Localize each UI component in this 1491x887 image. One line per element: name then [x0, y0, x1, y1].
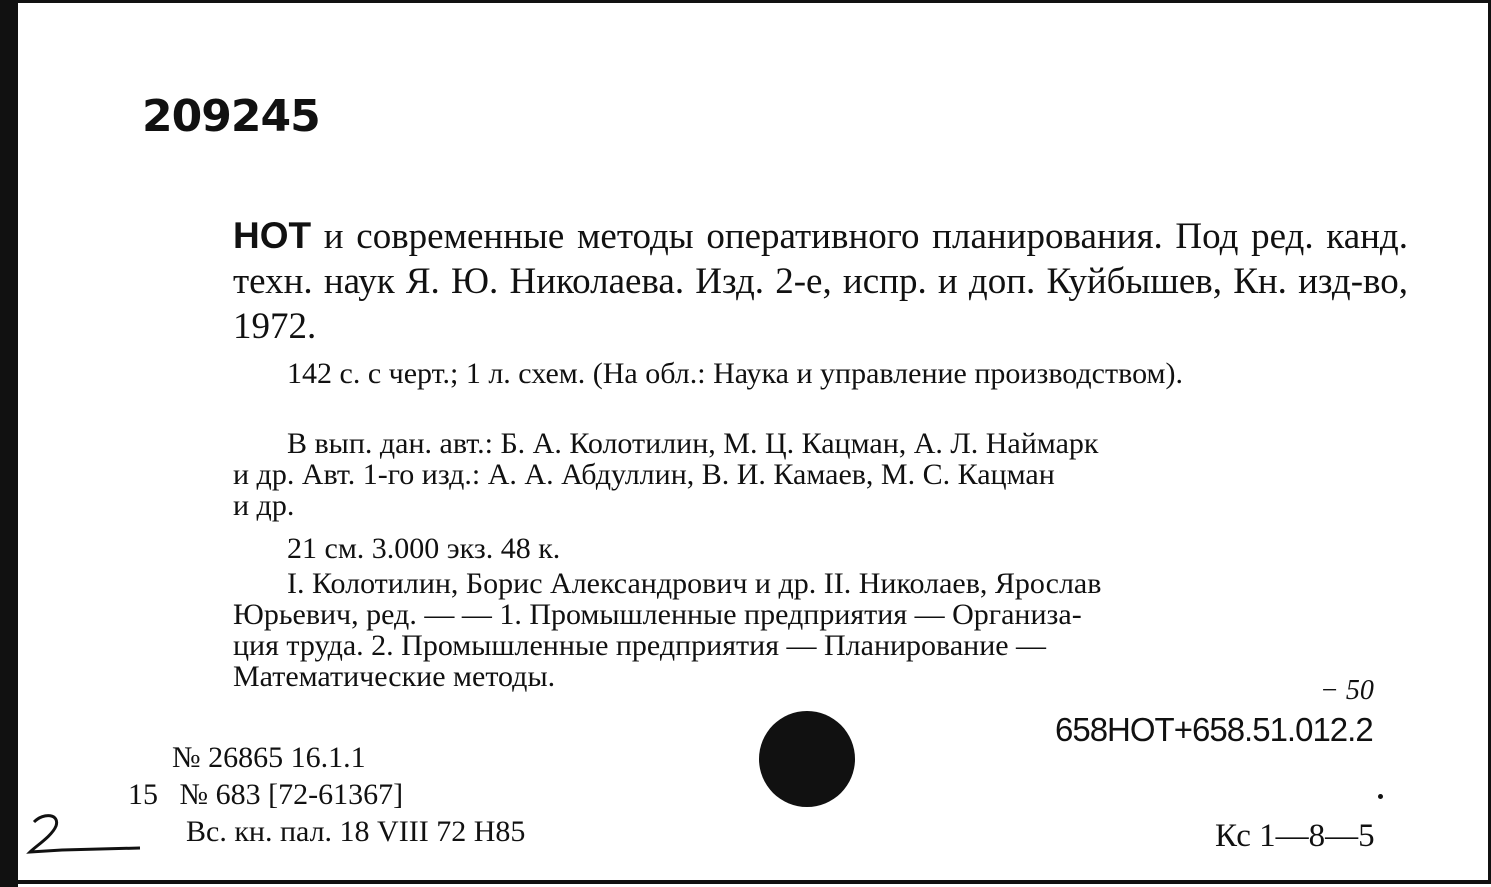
- classification-note: − 50: [1320, 675, 1374, 706]
- authors-line-2: и др. Авт. 1-го изд.: А. А. Абдуллин, В. И. Камаев, М. С. Кацман: [233, 458, 1055, 491]
- tracings-line-4: Математические методы.: [233, 660, 556, 693]
- classification-index: 658НОТ+658.51.012.2: [1055, 711, 1373, 748]
- authors-line-3: и др.: [233, 489, 295, 522]
- title-rest: и современные методы оперативного планирования. Под ред. канд. техн. наук Я. Ю. Николаева. Изд. 2-е, испр. и доп. Куйбышев, Кн. изд-во, 1972.: [233, 216, 1408, 347]
- authors-note: [233, 428, 1408, 521]
- record-line-2: [128, 778, 403, 812]
- handwritten-mark-icon: [22, 808, 142, 858]
- tracings-line-3: ция труда. 2. Промышленные предприятия — Планирование —: [233, 629, 1047, 662]
- tracings-line-1: I. Колотилин, Борис Александрович и др. II. Николаев, Ярослав: [287, 567, 1102, 600]
- record-2-prefix: 15: [128, 778, 158, 811]
- card-bottom-edge: [0, 880, 1491, 884]
- punch-hole: [759, 711, 855, 807]
- title-block: [233, 213, 1408, 349]
- tracings-line-2: Юрьевич, ред. — — 1. Промышленные предприятия — Организа-: [233, 598, 1082, 631]
- title-word: НОТ: [233, 215, 312, 256]
- small-dot: [1378, 794, 1383, 799]
- card-left-edge: [0, 3, 18, 887]
- accession-number: 209245: [142, 91, 320, 142]
- format-text: 21 см. 3.000 экз. 48 к.: [287, 532, 561, 565]
- record-2-text: № 683 [72-61367]: [179, 778, 404, 811]
- shelf-code: Кс 1—8—5: [1215, 818, 1375, 854]
- record-line-3: Вс. кн. пал. 18 VIII 72 Н85: [186, 815, 526, 848]
- physical-text: 142 с. с черт.; 1 л. схем. (На обл.: Наука и управление производством).: [287, 357, 1183, 390]
- authors-line-1: В вып. дан. авт.: Б. А. Колотилин, М. Ц. Кацман, А. Л. Наймарк: [287, 427, 1099, 460]
- physical-description: [233, 358, 1408, 389]
- record-number-1: № 26865 16.1.1: [172, 741, 366, 774]
- tracings: [233, 568, 1408, 692]
- format-line: [233, 533, 1408, 564]
